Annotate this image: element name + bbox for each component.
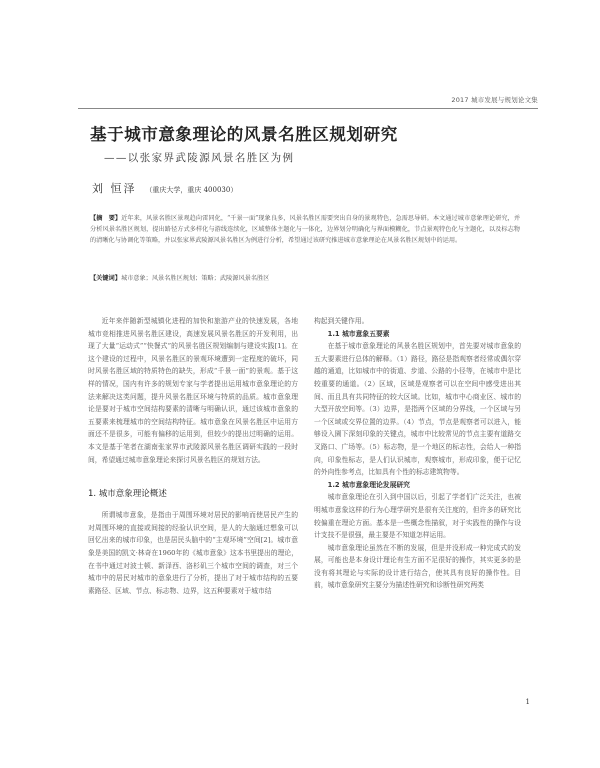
abstract-text: 近年来，风景名胜区景观趋向雷同化，“千景一面”现象良多，风景名胜区需要突出自身的景观特色，急需思导研。本文通过城市意象理论研究，并分析风景名胜区规划，提出路径方式多样化与游线连续化，区域整体主题化与一体化，边界划分明确化与界面模糊化，节点景观特色化与主题化，以及标志物的清晰化与协调化等策略，并以张家界武陵源风景名胜区为例进行分析，希望通过该研究推进城市意象理论在风景名胜区规划中的运用。 [90, 215, 521, 245]
author-name: 刘 恒泽 [92, 182, 137, 195]
left-column [88, 315, 298, 597]
keywords-label: 【关键词】 [90, 275, 121, 282]
paper-title: 基于城市意象理论的风景名胜区规划研究 [90, 125, 398, 144]
intro-paragraph: 近年来伴随新型城镇化进程的加快和旅游产业的快速发展，各地城市竞相推进风景名胜区建设，高速发展风景名胜区的开发利用，出现了大量“运动式”“快餐式”的风景名胜区规划编制与建设实践[1]。在这个建设的过程中，风景名胜区的景观环境遭到一定程度的破坏，同时风景名胜区域的特质特色的缺失，形成“千景一面”的景观。基于这样的情况，国内有许多的规划专家与学者提出运用城市意象理论的方法来解决这类问题，提升风景名胜区环境与特质的品质。城市意象理论是要对于城市空间结构要素的清晰与明确认识，通过该城市意象的五要素来梳理城市的空间结构特征。城市意象在风景名胜区中运用方面还不是很多，可能有偏移的运用到，但较少的提出过明确的运用。本文是基于笔者在湖南张家界市武陵源风景名胜区调研实践的一段时间，希望通过城市意象理论来探讨风景名胜区的规划方法。 [88, 317, 298, 464]
keywords [90, 273, 520, 282]
author-affiliation: （重庆大学，重庆 400030） [145, 186, 238, 194]
author-line [92, 180, 237, 196]
right-column [314, 315, 521, 592]
subsection-1-2-paragraph-a: 城市意象理论在引入到中国以后，引起了学者们广泛关注，也被明城市意象这样的行为心理学研究是很有关注度的，但许多的研究比较偏重在理论方面。基本是一些概念性描叙，对于实践性的操作与设计支技不是很强，最主要是不知道怎样运用。 [314, 493, 521, 540]
section-1-paragraph: 所谓城市意象，是指由于周围环境对居民的影响而使居民产生的对周围环境的直接或间接的经验认识空间，是人的大脑通过想象可以回忆出来的城市印象，也是居民头脑中的“主观环境”空间[2]。城市意象是美国的凯文·林奇在1960年的《城市意象》这本书里提出的理论，在书中通过对波士顿、新泽西、洛杉矶三个城市空间的调查，对三个城市中的居民对城市的意象进行了分析，提出了对于城市结构的五要素路径、区域、节点、标志物、边界，这五种要素对于城市结 [88, 511, 298, 595]
journal-header: 2017 城市发展与规划论文集 [451, 96, 538, 104]
section-1-heading: 1. 城市意象理论概述 [88, 489, 167, 500]
header-divider [78, 108, 538, 109]
subsection-1-1-heading: 1.1 城市意象五要素 [327, 329, 390, 338]
abstract-label: 【摘 要】 [90, 215, 122, 222]
abstract [90, 213, 520, 247]
keywords-text: 城市意象；风景名胜区规划；策略；武陵源风景名胜区 [120, 275, 270, 282]
subsection-1-2-paragraph-b: 城市意象理论虽然在不断的发展，但是并没形成一种完成式的发展，可能也是本身设计理论有生方面不足很好的操作，其实更多的是没有将其理论与实际的设计进行结合，使其具有良好的操作性。目前，城市意象研究主要分为描述性研究和诊断性研究两类 [314, 543, 521, 590]
page-number: 1 [525, 698, 530, 706]
continued-paragraph: 构起到关键作用。 [314, 317, 369, 325]
subsection-1-1-paragraph: 在基于城市意象理论的风景名胜区规划中，首先要对城市意象的五大要素进行总体的解释。（1）路径，路径是指观察者经常或偶尔穿越的通道，比如城市中的街道、步道、公路的小径等，在城市中是比较重要的通道。（2）区域，区域是观察者可以在空间中感受进出其间、而且具有共同特征的较大区域。比如，城市中心商业区、城市的大型开放空间等。（3）边界，是指两个区域的分界线，一个区域与另一个区域或交界位置的边界。（4）节点，节点是观察者可以进入，能够设入園下深刻印象的关键点，城市中比较常见的节点主要有道路交叉路口、广场等。（5）标志物，是一个地区的标志性，会给人一种指向，印象性标志，是人们认识城市，观察城市，形成印象，便于记忆的外向性参考点，比如具有个性的标志建筑物等。 [314, 342, 521, 477]
paper-subtitle: ——以张家界武陵源风景名胜区为例 [104, 152, 295, 164]
subsection-1-2-heading: 1.2 城市意象理论发展研究 [327, 480, 410, 489]
